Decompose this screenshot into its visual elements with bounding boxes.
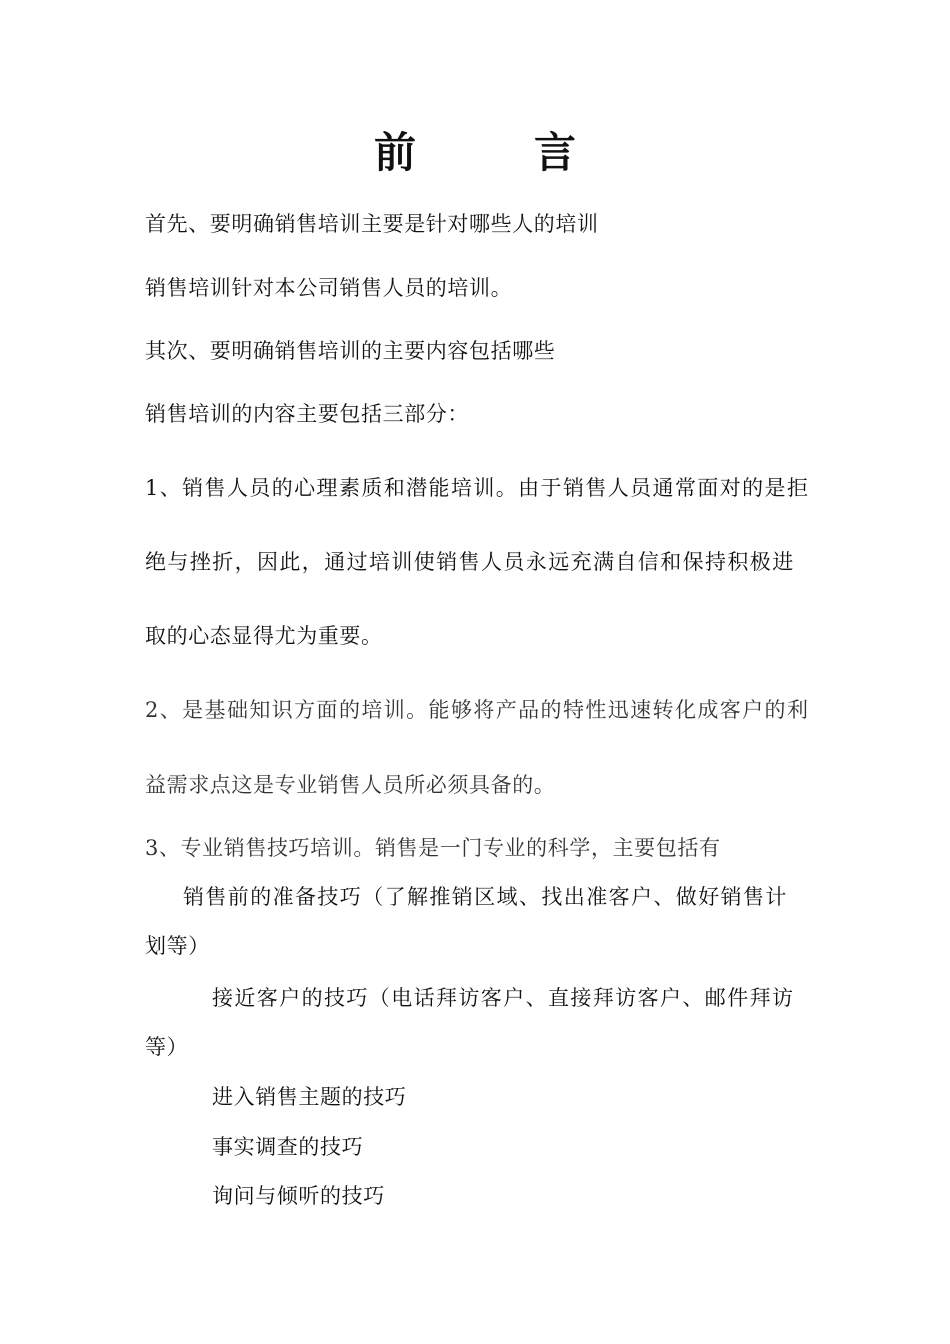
paragraph-line: 事实调查的技巧 (212, 1135, 364, 1159)
paragraph-line: 益需求点这是专业销售人员所必须具备的。 (145, 773, 556, 797)
paragraph-line: 询问与倾听的技巧 (212, 1184, 385, 1208)
paragraph-line: 销售前的准备技巧（了解推销区域、找出准客户、做好销售计 (183, 885, 788, 909)
paragraph-line: 进入销售主题的技巧 (212, 1085, 407, 1109)
paragraph-line: 接近客户的技巧（电话拜访客户、直接拜访客户、邮件拜访 (212, 986, 795, 1010)
paragraph-line: 取的心态显得尤为重要。 (145, 624, 383, 648)
paragraph-line: 划等） (145, 934, 210, 958)
paragraph-line: 绝与挫折，因此，通过培训使销售人员永远充满自信和保持积极进 (145, 550, 795, 574)
document-title: 前 言 (373, 128, 614, 177)
paragraph-line: 首先、要明确销售培训主要是针对哪些人的培训 (145, 212, 599, 236)
paragraph-line: 1、销售人员的心理素质和潜能培训。由于销售人员通常面对的是拒 (145, 476, 810, 500)
paragraph-line: 等） (145, 1035, 189, 1059)
paragraph-line: 2、是基础知识方面的培训。能够将产品的特性迅速转化成客户的利 (145, 698, 810, 722)
paragraph-line: 3、专业销售技巧培训。销售是一门专业的科学，主要包括有 (145, 836, 721, 860)
paragraph-line: 其次、要明确销售培训的主要内容包括哪些 (145, 339, 556, 363)
paragraph-line: 销售培训的内容主要包括三部分： (145, 402, 469, 426)
paragraph-line: 销售培训针对本公司销售人员的培训。 (145, 276, 513, 300)
